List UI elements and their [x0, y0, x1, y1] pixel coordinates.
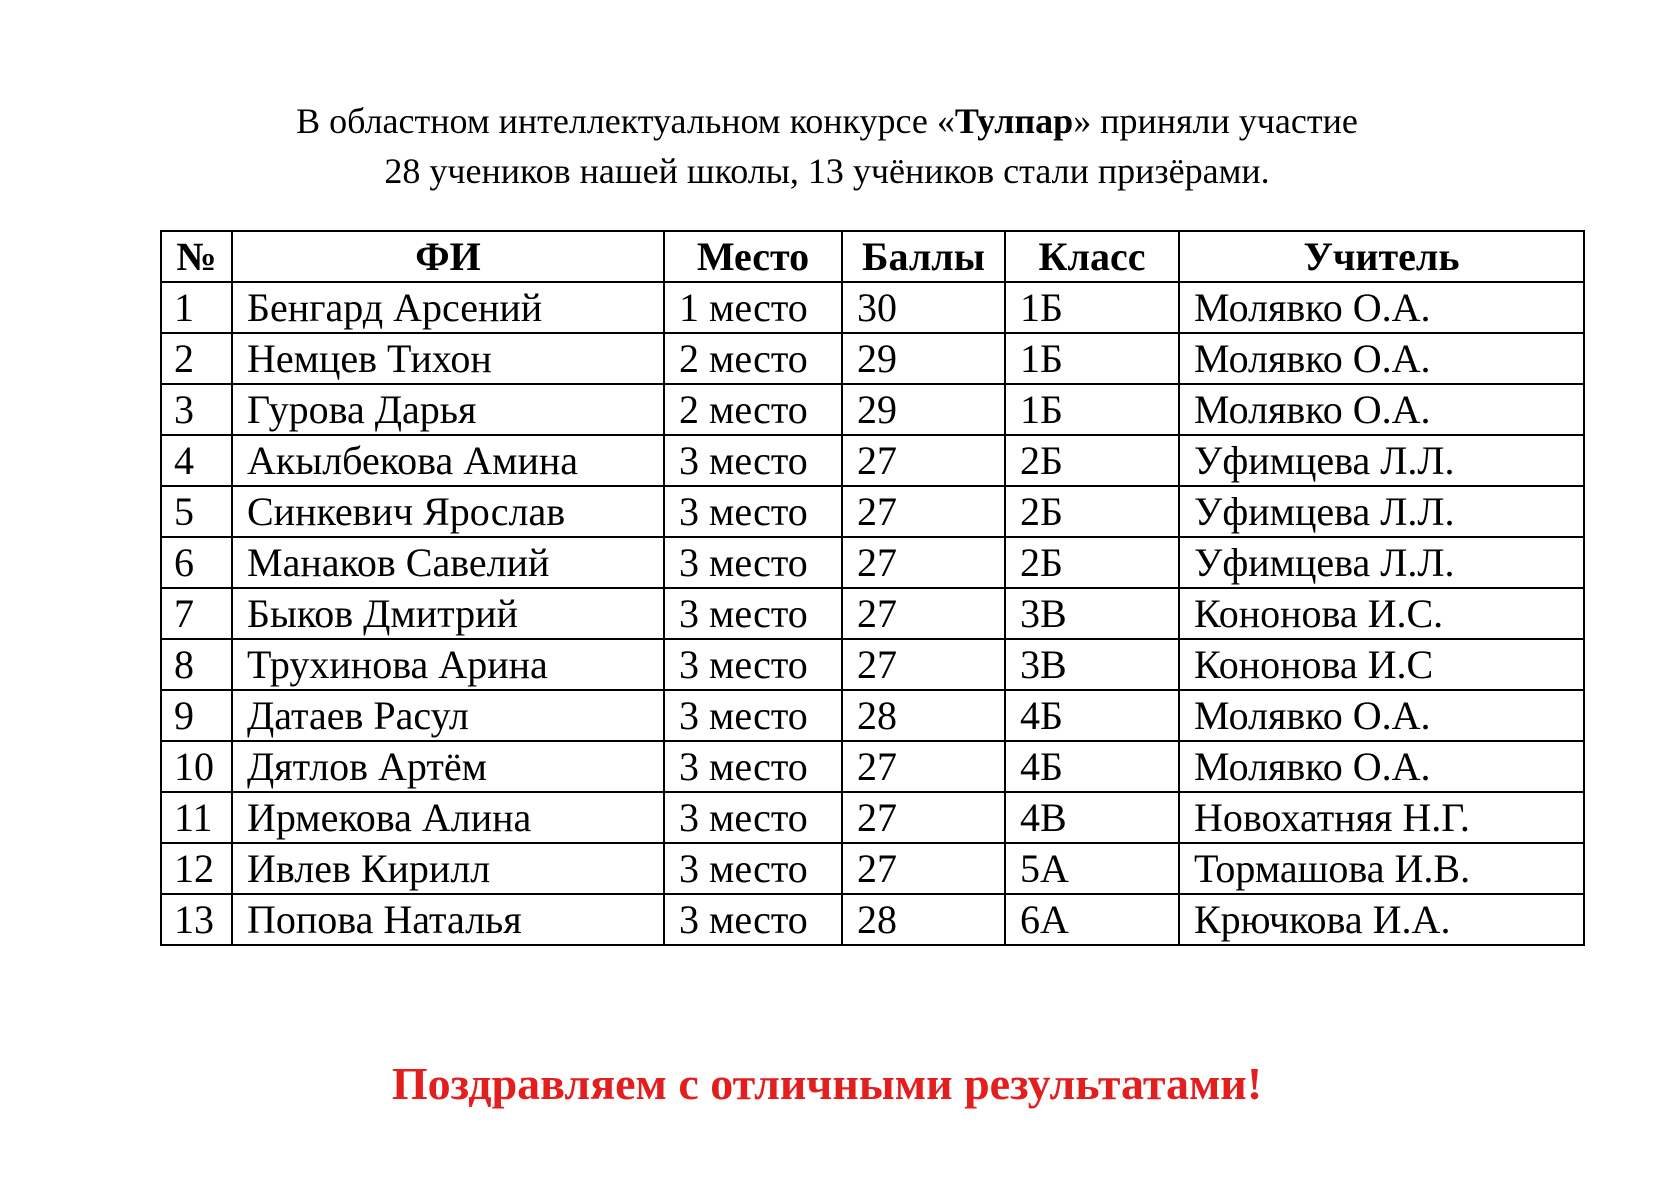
- class: 4Б: [1005, 741, 1179, 792]
- class: 2Б: [1005, 435, 1179, 486]
- row-number: 8: [161, 639, 232, 690]
- teacher: Уфимцева Л.Л.: [1179, 435, 1584, 486]
- student-name: Ирмекова Алина: [232, 792, 664, 843]
- score: 28: [842, 894, 1005, 945]
- student-name: Акылбекова Амина: [232, 435, 664, 486]
- place: 2 место: [664, 333, 842, 384]
- place: 3 место: [664, 435, 842, 486]
- row-number: 11: [161, 792, 232, 843]
- row-number: 5: [161, 486, 232, 537]
- table-row: [161, 690, 1584, 741]
- place: 3 место: [664, 588, 842, 639]
- table-row: [161, 333, 1584, 384]
- row-number: 7: [161, 588, 232, 639]
- header-score: Баллы: [842, 231, 1005, 282]
- table-row: [161, 894, 1584, 945]
- row-number: 2: [161, 333, 232, 384]
- row-number: 10: [161, 741, 232, 792]
- class: 3В: [1005, 639, 1179, 690]
- score: 27: [842, 588, 1005, 639]
- header-place: Место: [664, 231, 842, 282]
- teacher: Кононова И.С: [1179, 639, 1584, 690]
- table-row: [161, 843, 1584, 894]
- student-name: Манаков Савелий: [232, 537, 664, 588]
- student-name: Дятлов Артём: [232, 741, 664, 792]
- table-row: [161, 792, 1584, 843]
- place: 3 место: [664, 690, 842, 741]
- score: 27: [842, 741, 1005, 792]
- student-name: Бенгард Арсений: [232, 282, 664, 333]
- teacher: Молявко О.А.: [1179, 690, 1584, 741]
- score: 28: [842, 690, 1005, 741]
- table-row: [161, 435, 1584, 486]
- place: 2 место: [664, 384, 842, 435]
- teacher: Молявко О.А.: [1179, 384, 1584, 435]
- class: 1Б: [1005, 384, 1179, 435]
- student-name: Синкевич Ярослав: [232, 486, 664, 537]
- teacher: Кононова И.С.: [1179, 588, 1584, 639]
- class: 1Б: [1005, 282, 1179, 333]
- score: 29: [842, 333, 1005, 384]
- student-name: Немцев Тихон: [232, 333, 664, 384]
- class: 2Б: [1005, 537, 1179, 588]
- class: 2Б: [1005, 486, 1179, 537]
- results-table: [160, 230, 1585, 946]
- table-row: [161, 384, 1584, 435]
- intro-line-2: 28 учеников нашей школы, 13 учёников стали призёрами.: [384, 151, 1270, 191]
- student-name: Датаев Расул: [232, 690, 664, 741]
- teacher: Уфимцева Л.Л.: [1179, 486, 1584, 537]
- row-number: 13: [161, 894, 232, 945]
- student-name: Гурова Дарья: [232, 384, 664, 435]
- score: 27: [842, 639, 1005, 690]
- table-row: [161, 537, 1584, 588]
- table-row: [161, 639, 1584, 690]
- score: 27: [842, 537, 1005, 588]
- teacher: Уфимцева Л.Л.: [1179, 537, 1584, 588]
- intro-line-1: [0, 96, 1654, 146]
- teacher: Молявко О.А.: [1179, 333, 1584, 384]
- student-name: Попова Наталья: [232, 894, 664, 945]
- teacher: Новохатняя Н.Г.: [1179, 792, 1584, 843]
- row-number: 3: [161, 384, 232, 435]
- header-teacher: Учитель: [1179, 231, 1584, 282]
- score: 27: [842, 843, 1005, 894]
- score: 27: [842, 486, 1005, 537]
- contest-name: Тулпар: [954, 101, 1074, 141]
- class: 5А: [1005, 843, 1179, 894]
- header-number: №: [161, 231, 232, 282]
- place: 3 место: [664, 639, 842, 690]
- class: 4Б: [1005, 690, 1179, 741]
- place: 3 место: [664, 792, 842, 843]
- student-name: Ивлев Кирилл: [232, 843, 664, 894]
- table-row: [161, 741, 1584, 792]
- congratulations-banner: Поздравляем с отличными результатами!: [391, 1058, 1263, 1109]
- class: 6А: [1005, 894, 1179, 945]
- place: 3 место: [664, 843, 842, 894]
- results-body: [161, 282, 1584, 945]
- intro-text-after: » приняли участие: [1073, 101, 1358, 141]
- row-number: 4: [161, 435, 232, 486]
- place: 3 место: [664, 894, 842, 945]
- student-name: Быков Дмитрий: [232, 588, 664, 639]
- row-number: 6: [161, 537, 232, 588]
- place: 1 место: [664, 282, 842, 333]
- score: 30: [842, 282, 1005, 333]
- teacher: Тормашова И.В.: [1179, 843, 1584, 894]
- teacher: Молявко О.А.: [1179, 741, 1584, 792]
- table-row: [161, 282, 1584, 333]
- intro-text-before: В областном интеллектуальном конкурсе «: [296, 101, 955, 141]
- table-row: [161, 588, 1584, 639]
- score: 29: [842, 384, 1005, 435]
- place: 3 место: [664, 537, 842, 588]
- table-header-row: [161, 231, 1584, 282]
- place: 3 место: [664, 741, 842, 792]
- row-number: 9: [161, 690, 232, 741]
- teacher: Крючкова И.А.: [1179, 894, 1584, 945]
- header-class: Класс: [1005, 231, 1179, 282]
- table-row: [161, 486, 1584, 537]
- class: 3В: [1005, 588, 1179, 639]
- student-name: Трухинова Арина: [232, 639, 664, 690]
- class: 1Б: [1005, 333, 1179, 384]
- header-name: ФИ: [232, 231, 664, 282]
- teacher: Молявко О.А.: [1179, 282, 1584, 333]
- score: 27: [842, 792, 1005, 843]
- row-number: 1: [161, 282, 232, 333]
- row-number: 12: [161, 843, 232, 894]
- place: 3 место: [664, 486, 842, 537]
- class: 4В: [1005, 792, 1179, 843]
- score: 27: [842, 435, 1005, 486]
